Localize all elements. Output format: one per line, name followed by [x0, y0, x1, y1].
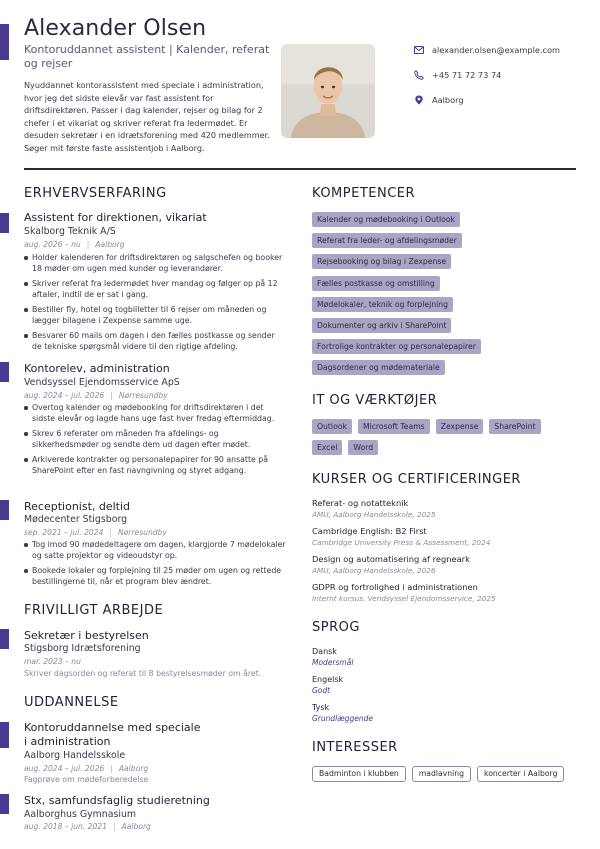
candidate-name: Alexander Olsen — [24, 16, 207, 41]
job-bullet: Bookede lokaler og forplejning til 25 møder om ugen og rettede bestillingerne til, når et program blev ændret. — [24, 565, 286, 588]
job-bullets — [24, 539, 286, 591]
accent-bar-job-2 — [0, 362, 9, 382]
job-title: Kontorelev, administration — [24, 362, 170, 375]
job-bullets — [24, 252, 286, 356]
contact-email-text: alexander.olsen@example.com — [432, 45, 560, 55]
skill-tag: Mødelokaler, teknik og forplejning — [312, 297, 453, 312]
language-level: Godt — [312, 686, 331, 695]
course-source: AMU, Aalborg Handelsskole, 2025 — [312, 510, 436, 519]
course-source: AMU, Aalborg Handelsskole, 2026 — [312, 566, 436, 575]
section-title-education: UDDANNELSE — [24, 695, 119, 710]
contact-location — [414, 93, 464, 107]
job-bullet: Skriver referat fra ledermødet hver mandag og følger op på 12 aftaler, indtil de er sat i gang. — [24, 278, 286, 301]
accent-bar-job-1 — [0, 213, 9, 233]
job-title: Assistent for direktionen, vikariat — [24, 211, 207, 224]
skill-tag: Dagsordener og mødemateriale — [312, 360, 445, 375]
contact-phone[interactable] — [414, 68, 501, 82]
course-name: Design og automatisering af regneark — [312, 554, 470, 564]
skill-tag: Referat fra leder- og afdelingsmøder — [312, 233, 462, 248]
job-place: Nørresundby — [117, 528, 167, 537]
map-pin-icon — [414, 95, 424, 105]
contact-location-text: Aalborg — [432, 95, 464, 105]
language-name: Engelsk — [312, 675, 344, 684]
section-title-interests: INTERESSER — [312, 740, 398, 755]
accent-bar-edu-2 — [0, 794, 9, 814]
skill-tag: Kalender og mødebooking i Outlook — [312, 212, 460, 227]
education-period: aug. 2018 – jun. 2021 — [24, 822, 107, 831]
education-title: Stx, samfundsfaglig studieretning — [24, 794, 210, 807]
skills-list — [312, 212, 582, 382]
interest-tag: Badminton i klubben — [312, 766, 406, 782]
volunteer-title: Sekretær i bestyrelsen — [24, 629, 149, 642]
job-bullet: Tog imod 90 mødedeltagere om dagen, klargjorde 7 mødelokaler og satte projektor og videoudstyr op. — [24, 539, 286, 562]
job-bullet: Besvarer 60 mails om dagen i den fælles postkasse og sender de tekniske spørgsmål videre til den rigtige afdeling. — [24, 330, 286, 353]
job-bullet: Holder kalenderen for driftsdirektøren og salgschefen og booker 18 møder om ugen med kunder og leverandører. — [24, 252, 286, 275]
section-title-courses: KURSER OG CERTIFICERINGER — [312, 472, 521, 487]
tool-tag: Excel — [312, 440, 342, 455]
interests-list — [312, 766, 582, 782]
section-title-volunteer: FRIVILLIGT ARBEJDE — [24, 603, 164, 618]
tool-tag: Microsoft Teams — [358, 419, 430, 434]
job-meta: aug. 2026 – nu | Aalborg — [24, 240, 125, 249]
job-employer: Mødecenter Stigsborg — [24, 514, 128, 525]
section-title-languages: SPROG — [312, 620, 360, 635]
language-name: Dansk — [312, 647, 337, 656]
job-bullet: Skrev 6 referater om måneden fra afdelings- og sikkerhedsmøder og sendte dem ud dagen efter mødet. — [24, 428, 286, 451]
section-title-tools: IT OG VÆRKTØJER — [312, 393, 438, 408]
job-meta: aug. 2024 – jul. 2026 | Nørresundby — [24, 391, 168, 400]
volunteer-period: mar. 2023 – nu — [24, 657, 81, 666]
tool-tag: SharePoint — [489, 419, 540, 434]
interest-tag: madlavning — [412, 766, 471, 782]
tool-tag: Word — [348, 440, 378, 455]
job-bullets — [24, 402, 286, 480]
course-source: Cambridge University Press & Assessment, 2024 — [312, 538, 491, 547]
education-title: Kontoruddannelse med speciale — [24, 721, 201, 734]
candidate-headline: Kontoruddannet assistent | Kalender, referat og rejser — [24, 43, 270, 70]
header-divider — [24, 168, 576, 170]
contact-phone-text: +45 71 72 73 74 — [432, 70, 502, 80]
profile-photo — [281, 44, 375, 138]
course-source: Internt kursus, Vendsyssel Ejendomsservice, 2025 — [312, 594, 496, 603]
tools-list — [312, 419, 582, 461]
skill-tag: Rejsebooking og bilag i Zexpense — [312, 254, 451, 269]
education-period: aug. 2024 – jul. 2026 — [24, 764, 105, 773]
skill-tag: Fælles postkasse og omstilling — [312, 276, 440, 291]
education-school: Aalborg Handelsskole — [24, 750, 126, 761]
accent-bar-edu-1 — [0, 722, 9, 748]
education-meta: aug. 2018 – jun. 2021 | Aalborg — [24, 822, 151, 831]
job-place: Nørresundby — [118, 391, 168, 400]
interest-tag: koncerter i Aalborg — [477, 766, 564, 782]
tool-tag: Zexpense — [436, 419, 484, 434]
job-place: Aalborg — [95, 240, 125, 249]
contact-email[interactable] — [414, 43, 560, 57]
section-title-skills: KOMPETENCER — [312, 186, 416, 201]
job-employer: Skalborg Teknik A/S — [24, 226, 116, 237]
job-bullet: Overtog kalender og mødebooking for driftsdirektøren i det sidste elevår og lagde hans uge fast hver fredag eftermiddag. — [24, 402, 286, 425]
education-meta: aug. 2024 – jul. 2026 | Aalborg — [24, 764, 149, 773]
accent-bar-header — [0, 24, 9, 60]
skill-tag: Fortrolige kontrakter og personalepapirer — [312, 339, 481, 354]
section-title-experience: ERHVERVSERFARING — [24, 186, 167, 201]
profile-summary: Nyuddannet kontorassistent med speciale i administration, hvor jeg det sidste elevår var fast assistent for driftsdirektøren. Passer i dag kalender, rejser og bilag for 2 chefer i et vikariat og skriver referat fra ledermødet. Er desuden sekretær i en idrætsforening med 420 medlemmer. Søger mit første faste assistentjob i Aalborg. — [24, 80, 270, 153]
job-bullet: Bestiller fly, hotel og togbilletter til 6 rejser om måneden og lægger bilagene i Zexpense samme uge. — [24, 304, 286, 327]
job-meta: sep. 2021 – jul. 2024 | Nørresundby — [24, 528, 167, 537]
course-name: Referat- og notatteknik — [312, 498, 409, 508]
job-employer: Vendsyssel Ejendomsservice ApS — [24, 377, 180, 388]
job-period: aug. 2024 – jul. 2026 — [24, 391, 105, 400]
education-place: Aalborg — [121, 822, 151, 831]
job-period: aug. 2026 – nu — [24, 240, 81, 249]
course-name: Cambridge English: B2 First — [312, 526, 427, 536]
education-title-cont: i administration — [24, 735, 111, 748]
accent-bar-volunteer — [0, 629, 9, 649]
education-school: Aalborghus Gymnasium — [24, 809, 137, 820]
skill-tag: Dokumenter og arkiv i SharePoint — [312, 318, 451, 333]
volunteer-description: Skriver dagsorden og referat til 8 bestyrelsesmøder om året. — [24, 669, 262, 678]
course-name: GDPR og fortrolighed i administrationen — [312, 582, 478, 592]
job-bullet: Arkiverede kontrakter og personalepapirer for 90 ansatte på SharePoint efter en fast navngivning og styret adgang. — [24, 454, 286, 477]
education-note: Fagprøve om mødeforberedelse — [24, 775, 149, 784]
volunteer-org: Stigsborg Idrætsforening — [24, 643, 141, 654]
envelope-icon — [414, 45, 424, 55]
language-name: Tysk — [312, 703, 330, 712]
education-place: Aalborg — [118, 764, 149, 773]
language-level: Modersmål — [312, 658, 354, 667]
tool-tag: Outlook — [312, 419, 352, 434]
language-level: Grundlæggende — [312, 714, 373, 723]
accent-bar-job-3 — [0, 500, 9, 520]
job-title: Receptionist, deltid — [24, 500, 131, 513]
job-period: sep. 2021 – jul. 2024 — [24, 528, 104, 537]
phone-icon — [414, 70, 424, 80]
